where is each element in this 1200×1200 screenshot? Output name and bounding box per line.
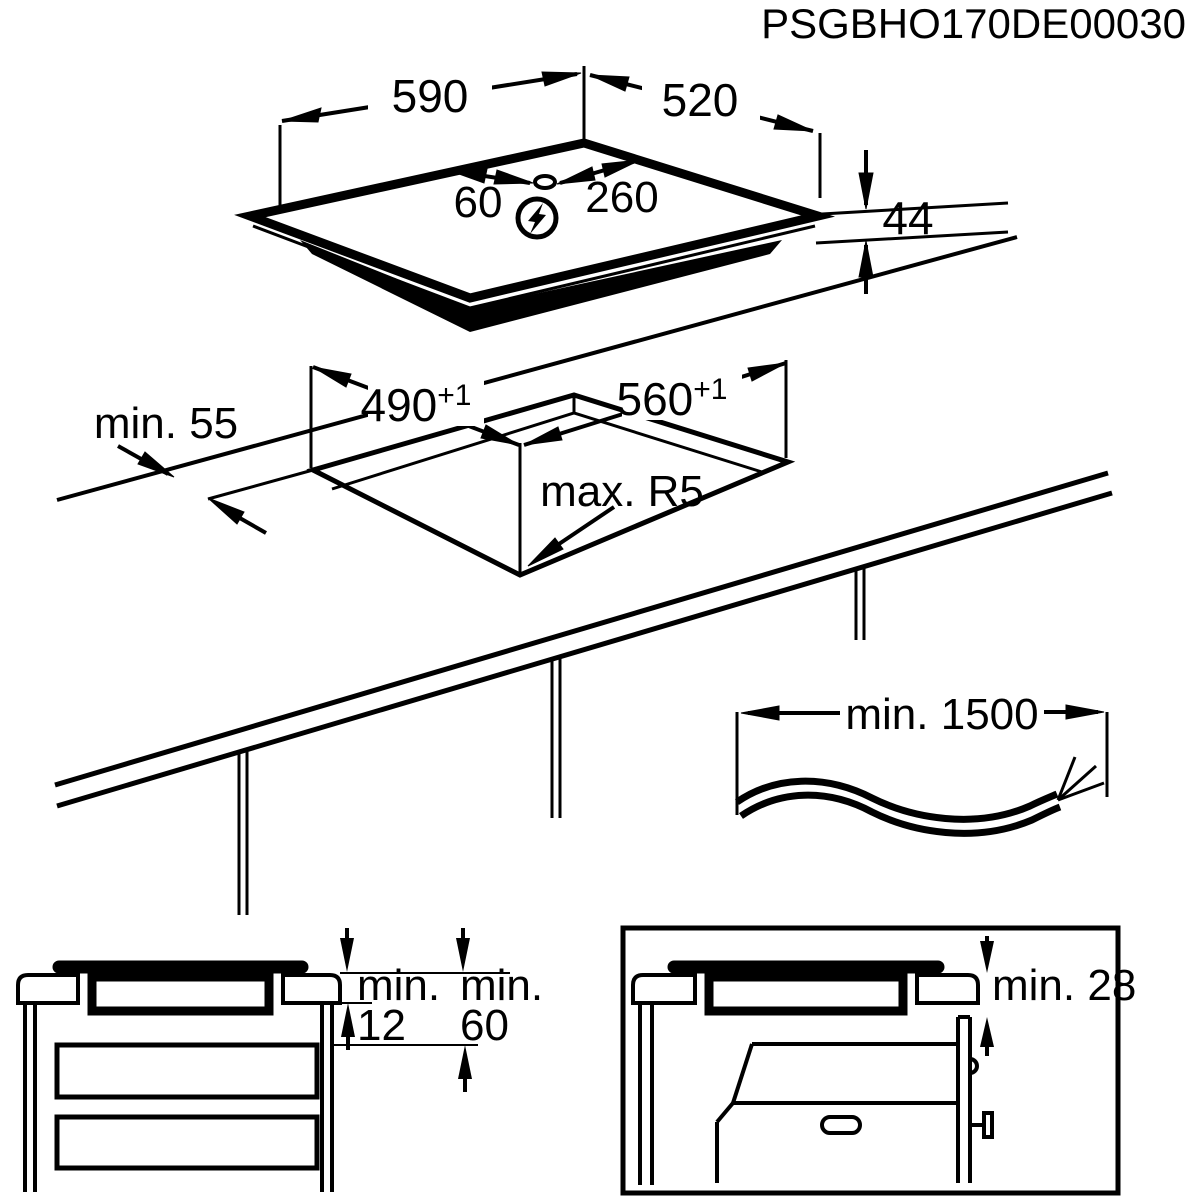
hob-height-label: 44 [882, 192, 934, 244]
gland-edge-label: 260 [585, 173, 659, 222]
power-connection-icon [518, 199, 556, 237]
cutout-width-label: $560^{+1}$ [616, 373, 728, 425]
hob-body-side [92, 977, 269, 1011]
hob-glass-side [668, 961, 944, 973]
cutout-depth-label: $490^{+1}$ [360, 379, 472, 431]
gland-offset-label: 60 [453, 178, 503, 227]
document-code: PSGBHO170DE00030 [761, 0, 1186, 47]
hob-depth-label: 520 [661, 74, 739, 126]
rear-clearance-label: min. 55 [93, 399, 239, 448]
gap-below-worktop-label-1: min. [357, 961, 441, 1010]
cable-length-label: min. 1500 [845, 690, 1039, 739]
gap-to-drawer-label-1: min. [460, 961, 544, 1010]
gap-below-worktop-label-2: 12 [357, 1001, 406, 1050]
gap-to-drawer-label-2: 60 [460, 1001, 509, 1050]
hob-body-side [709, 977, 903, 1011]
gap-to-oven-label: min. 28 [992, 961, 1137, 1010]
corner-radius-label: max. R5 [540, 467, 704, 516]
hob-glass-side [53, 961, 308, 973]
cable-gland [535, 176, 555, 188]
hob-width-label: 590 [391, 70, 469, 122]
